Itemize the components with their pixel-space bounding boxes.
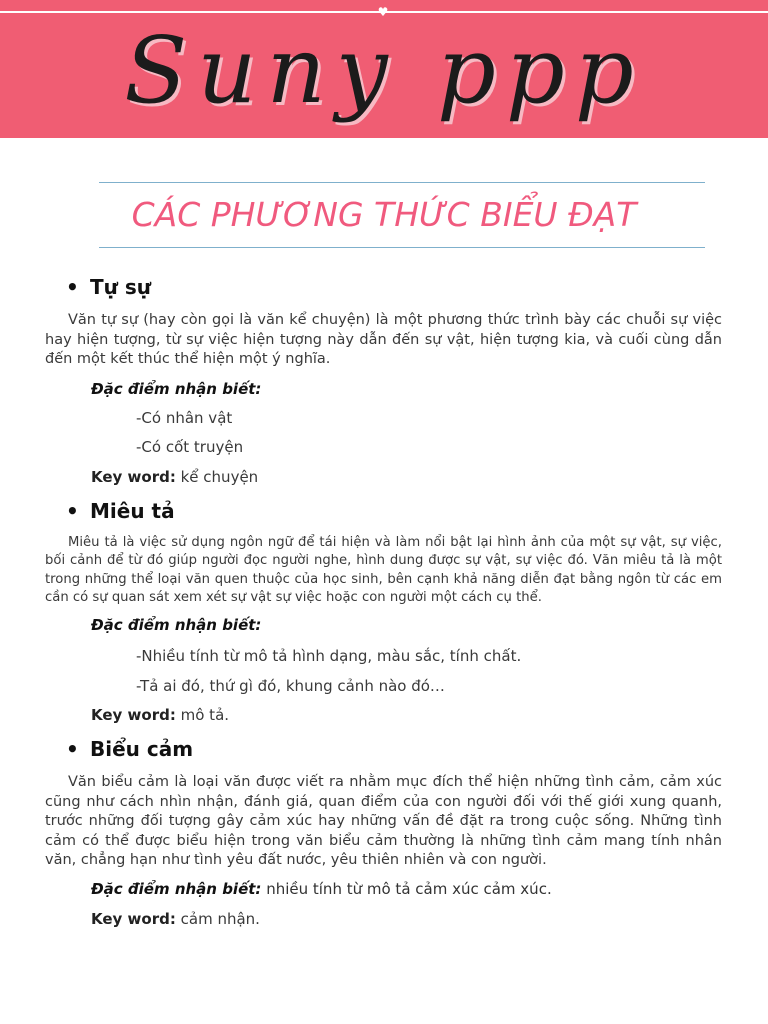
section-paragraph-tu-su (45, 311, 722, 370)
features-label-text: Đặc điểm nhận biết: (91, 380, 262, 398)
keyword-label: Key word: (91, 468, 176, 486)
keyword-value: cảm nhận. (180, 910, 260, 928)
features-inline-text: nhiều tính từ mô tả cảm xúc cảm xúc. (266, 880, 552, 898)
features-label-text: Đặc điểm nhận biết: (91, 616, 262, 634)
feature-item: -Nhiều tính từ mô tả hình dạng, màu sắc, tính chất. (136, 647, 522, 665)
keyword-tu-su (91, 466, 258, 488)
bullet-icon: • (66, 737, 79, 761)
title-top-rule (99, 182, 705, 183)
title-bottom-rule (99, 247, 705, 248)
heading-text: Tự sự (90, 275, 151, 299)
paragraph-text: Văn tự sự (hay còn gọi là văn kể chuyện) là một phương thức trình bày các chuỗi sự việc hay hiện tượng, từ sự việc hiện tượng này dẫn đến sự vật, hiện tượng kia, và cuối cùng dẫn đến một kết thúc thể hiện một ý nghĩa. (45, 312, 722, 367)
feature-item: -Có cốt truyện (136, 438, 244, 456)
paragraph-text: Văn biểu cảm là loại văn được viết ra nhằm mục đích thể hiện những tình cảm, cảm xúc cũng như cách nhìn nhận, đánh giá, quan điểm của con người đối với thế giới xung quanh, trước những đối tượng gây cảm xúc hay những vấn đề đặt ra trong cuộc sống. Những tình cảm có thể được biểu hiện trong văn biểu cảm thường là những tình cảm mang tính nhân văn, chẳng hạn như tình yêu đất nước, yêu thiên nhiên và con người. (45, 774, 722, 868)
heart-icon: ♥ (377, 5, 389, 19)
keyword-value: mô tả. (180, 706, 230, 724)
features-line-bieu-cam (91, 878, 552, 900)
heading-text: Biểu cảm (90, 737, 194, 761)
feature-item: -Tả ai đó, thứ gì đó, khung cảnh nào đó… (136, 677, 445, 695)
features-label-tu-su (91, 378, 261, 400)
heading-text: Miêu tả (90, 499, 175, 523)
keyword-label: Key word: (91, 910, 176, 928)
keyword-value: kể chuyện (180, 468, 259, 486)
bullet-icon: • (66, 275, 79, 299)
section-heading-bieu-cam (66, 735, 193, 763)
features-label-text: Đặc điểm nhận biết: (91, 880, 262, 898)
paragraph-text: Miêu tả là việc sử dụng ngôn ngữ để tái hiện và làm nổi bật lại hình ảnh của một sự vật, sự việc, bối cảnh để từ đó giúp người đọc người nghe, hình dung được sự vật, sự việc đó. Văn miêu tả là một trong những thể loại văn quen thuộc của học sinh, bên cạnh khả năng diễn đạt bằng ngôn từ các em cần có sự quan sát xem xét sự vật sự việc hoặc con người một cách cụ thể. (45, 535, 722, 605)
bullet-icon: • (66, 499, 79, 523)
keyword-label: Key word: (91, 706, 176, 724)
banner-title: Suny ppp (124, 17, 644, 124)
header-banner (0, 0, 768, 138)
feature-item: -Có nhân vật (136, 409, 233, 427)
features-label-mieu-ta (91, 614, 261, 636)
document-title: CÁC PHƯƠNG THỨC BIỂU ĐẠT (131, 195, 637, 234)
keyword-bieu-cam (91, 908, 260, 930)
section-paragraph-bieu-cam (45, 773, 722, 871)
section-paragraph-mieu-ta (45, 534, 722, 607)
keyword-mieu-ta (91, 704, 229, 726)
section-heading-tu-su (66, 273, 151, 301)
section-heading-mieu-ta (66, 497, 175, 525)
